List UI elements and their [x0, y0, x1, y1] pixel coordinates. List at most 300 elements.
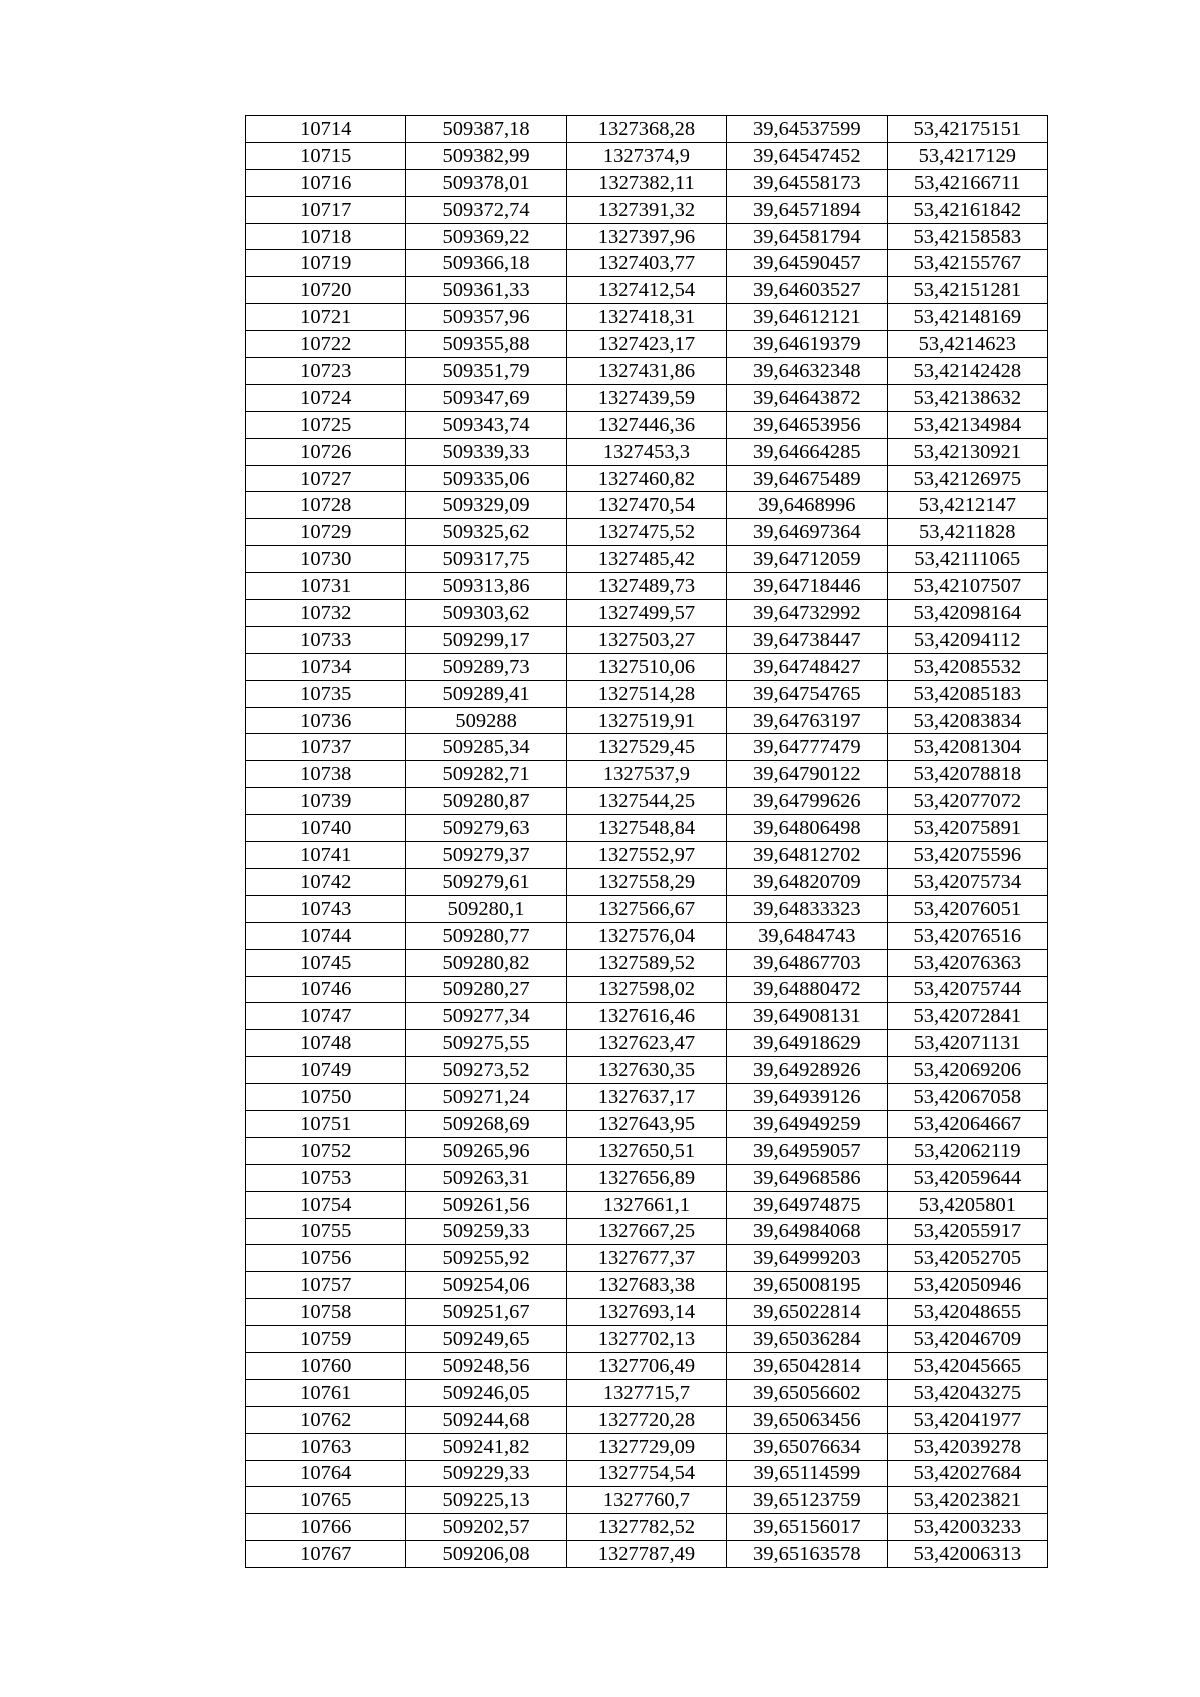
latitude-cell: 53,42071131: [887, 1030, 1047, 1057]
latitude-cell: 53,42081304: [887, 734, 1047, 761]
table-row: [246, 1137, 1048, 1164]
x-coordinate-cell: 509244,68: [406, 1406, 566, 1433]
point-number-cell: 10757: [246, 1272, 406, 1299]
latitude-cell: 53,42062119: [887, 1137, 1047, 1164]
latitude-cell: 53,42075891: [887, 815, 1047, 842]
latitude-cell: 53,42041977: [887, 1406, 1047, 1433]
table-row: [246, 358, 1048, 385]
x-coordinate-cell: 509387,18: [406, 116, 566, 143]
x-coordinate-cell: 509268,69: [406, 1110, 566, 1137]
x-coordinate-cell: 509282,71: [406, 761, 566, 788]
table-row: [246, 1406, 1048, 1433]
latitude-cell: 53,42175151: [887, 116, 1047, 143]
y-coordinate-cell: 1327499,57: [566, 600, 726, 627]
y-coordinate-cell: 1327643,95: [566, 1110, 726, 1137]
latitude-cell: 53,42111065: [887, 546, 1047, 573]
y-coordinate-cell: 1327544,25: [566, 788, 726, 815]
longitude-cell: 39,64718446: [727, 573, 887, 600]
longitude-cell: 39,64558173: [727, 169, 887, 196]
longitude-cell: 39,64880472: [727, 976, 887, 1003]
x-coordinate-cell: 509372,74: [406, 196, 566, 223]
y-coordinate-cell: 1327693,14: [566, 1299, 726, 1326]
point-number-cell: 10722: [246, 331, 406, 358]
x-coordinate-cell: 509241,82: [406, 1433, 566, 1460]
longitude-cell: 39,64928926: [727, 1057, 887, 1084]
y-coordinate-cell: 1327782,52: [566, 1514, 726, 1541]
latitude-cell: 53,42130921: [887, 438, 1047, 465]
longitude-cell: 39,64908131: [727, 1003, 887, 1030]
longitude-cell: 39,64590457: [727, 250, 887, 277]
latitude-cell: 53,4205801: [887, 1191, 1047, 1218]
x-coordinate-cell: 509313,86: [406, 573, 566, 600]
x-coordinate-cell: 509225,13: [406, 1487, 566, 1514]
latitude-cell: 53,42059644: [887, 1164, 1047, 1191]
point-number-cell: 10759: [246, 1326, 406, 1353]
point-number-cell: 10746: [246, 976, 406, 1003]
longitude-cell: 39,6484743: [727, 922, 887, 949]
point-number-cell: 10726: [246, 438, 406, 465]
latitude-cell: 53,42043275: [887, 1379, 1047, 1406]
x-coordinate-cell: 509259,33: [406, 1218, 566, 1245]
latitude-cell: 53,42064667: [887, 1110, 1047, 1137]
table-row: [246, 626, 1048, 653]
latitude-cell: 53,42050946: [887, 1272, 1047, 1299]
point-number-cell: 10729: [246, 519, 406, 546]
x-coordinate-cell: 509317,75: [406, 546, 566, 573]
x-coordinate-cell: 509279,63: [406, 815, 566, 842]
longitude-cell: 39,64974875: [727, 1191, 887, 1218]
longitude-cell: 39,65063456: [727, 1406, 887, 1433]
x-coordinate-cell: 509279,37: [406, 842, 566, 869]
y-coordinate-cell: 1327403,77: [566, 250, 726, 277]
y-coordinate-cell: 1327485,42: [566, 546, 726, 573]
x-coordinate-cell: 509285,34: [406, 734, 566, 761]
latitude-cell: 53,42094112: [887, 626, 1047, 653]
longitude-cell: 39,64754765: [727, 680, 887, 707]
x-coordinate-cell: 509251,67: [406, 1299, 566, 1326]
y-coordinate-cell: 1327677,37: [566, 1245, 726, 1272]
latitude-cell: 53,4214623: [887, 331, 1047, 358]
point-number-cell: 10764: [246, 1460, 406, 1487]
y-coordinate-cell: 1327514,28: [566, 680, 726, 707]
table-row: [246, 1003, 1048, 1030]
point-number-cell: 10767: [246, 1541, 406, 1568]
y-coordinate-cell: 1327510,06: [566, 653, 726, 680]
longitude-cell: 39,65056602: [727, 1379, 887, 1406]
y-coordinate-cell: 1327760,7: [566, 1487, 726, 1514]
point-number-cell: 10752: [246, 1137, 406, 1164]
coordinates-table-body: [246, 116, 1048, 1568]
table-row: [246, 653, 1048, 680]
latitude-cell: 53,42072841: [887, 1003, 1047, 1030]
longitude-cell: 39,64968586: [727, 1164, 887, 1191]
y-coordinate-cell: 1327715,7: [566, 1379, 726, 1406]
point-number-cell: 10766: [246, 1514, 406, 1541]
table-row: [246, 1379, 1048, 1406]
point-number-cell: 10718: [246, 223, 406, 250]
latitude-cell: 53,42126975: [887, 465, 1047, 492]
point-number-cell: 10749: [246, 1057, 406, 1084]
table-row: [246, 1164, 1048, 1191]
x-coordinate-cell: 509355,88: [406, 331, 566, 358]
latitude-cell: 53,42075744: [887, 976, 1047, 1003]
longitude-cell: 39,64959057: [727, 1137, 887, 1164]
x-coordinate-cell: 509329,09: [406, 492, 566, 519]
y-coordinate-cell: 1327374,9: [566, 142, 726, 169]
longitude-cell: 39,65163578: [727, 1541, 887, 1568]
longitude-cell: 39,64777479: [727, 734, 887, 761]
table-row: [246, 761, 1048, 788]
table-row: [246, 1191, 1048, 1218]
table-row: [246, 680, 1048, 707]
longitude-cell: 39,65076634: [727, 1433, 887, 1460]
y-coordinate-cell: 1327423,17: [566, 331, 726, 358]
x-coordinate-cell: 509275,55: [406, 1030, 566, 1057]
longitude-cell: 39,64820709: [727, 868, 887, 895]
latitude-cell: 53,42075734: [887, 868, 1047, 895]
x-coordinate-cell: 509280,82: [406, 949, 566, 976]
table-row: [246, 1057, 1048, 1084]
longitude-cell: 39,64537599: [727, 116, 887, 143]
longitude-cell: 39,65156017: [727, 1514, 887, 1541]
y-coordinate-cell: 1327475,52: [566, 519, 726, 546]
table-row: [246, 438, 1048, 465]
x-coordinate-cell: 509206,08: [406, 1541, 566, 1568]
latitude-cell: 53,42107507: [887, 573, 1047, 600]
table-row: [246, 1218, 1048, 1245]
table-row: [246, 707, 1048, 734]
table-row: [246, 1326, 1048, 1353]
point-number-cell: 10742: [246, 868, 406, 895]
table-row: [246, 815, 1048, 842]
latitude-cell: 53,42076516: [887, 922, 1047, 949]
table-row: [246, 384, 1048, 411]
table-row: [246, 116, 1048, 143]
table-row: [246, 868, 1048, 895]
longitude-cell: 39,64697364: [727, 519, 887, 546]
point-number-cell: 10765: [246, 1487, 406, 1514]
y-coordinate-cell: 1327453,3: [566, 438, 726, 465]
table-row: [246, 1352, 1048, 1379]
x-coordinate-cell: 509280,27: [406, 976, 566, 1003]
point-number-cell: 10758: [246, 1299, 406, 1326]
y-coordinate-cell: 1327558,29: [566, 868, 726, 895]
latitude-cell: 53,42076051: [887, 895, 1047, 922]
point-number-cell: 10732: [246, 600, 406, 627]
y-coordinate-cell: 1327754,54: [566, 1460, 726, 1487]
latitude-cell: 53,42006313: [887, 1541, 1047, 1568]
y-coordinate-cell: 1327616,46: [566, 1003, 726, 1030]
y-coordinate-cell: 1327537,9: [566, 761, 726, 788]
y-coordinate-cell: 1327503,27: [566, 626, 726, 653]
latitude-cell: 53,42085183: [887, 680, 1047, 707]
y-coordinate-cell: 1327439,59: [566, 384, 726, 411]
latitude-cell: 53,42078818: [887, 761, 1047, 788]
longitude-cell: 39,64619379: [727, 331, 887, 358]
y-coordinate-cell: 1327431,86: [566, 358, 726, 385]
latitude-cell: 53,42134984: [887, 411, 1047, 438]
x-coordinate-cell: 509249,65: [406, 1326, 566, 1353]
latitude-cell: 53,42039278: [887, 1433, 1047, 1460]
latitude-cell: 53,42076363: [887, 949, 1047, 976]
table-row: [246, 1460, 1048, 1487]
y-coordinate-cell: 1327576,04: [566, 922, 726, 949]
table-row: [246, 277, 1048, 304]
latitude-cell: 53,42048655: [887, 1299, 1047, 1326]
x-coordinate-cell: 509369,22: [406, 223, 566, 250]
point-number-cell: 10714: [246, 116, 406, 143]
y-coordinate-cell: 1327589,52: [566, 949, 726, 976]
longitude-cell: 39,64732992: [727, 600, 887, 627]
latitude-cell: 53,42083834: [887, 707, 1047, 734]
longitude-cell: 39,64812702: [727, 842, 887, 869]
y-coordinate-cell: 1327667,25: [566, 1218, 726, 1245]
longitude-cell: 39,64748427: [727, 653, 887, 680]
y-coordinate-cell: 1327683,38: [566, 1272, 726, 1299]
y-coordinate-cell: 1327637,17: [566, 1084, 726, 1111]
latitude-cell: 53,42023821: [887, 1487, 1047, 1514]
point-number-cell: 10753: [246, 1164, 406, 1191]
latitude-cell: 53,42075596: [887, 842, 1047, 869]
latitude-cell: 53,42151281: [887, 277, 1047, 304]
table-row: [246, 1299, 1048, 1326]
x-coordinate-cell: 509265,96: [406, 1137, 566, 1164]
point-number-cell: 10715: [246, 142, 406, 169]
y-coordinate-cell: 1327446,36: [566, 411, 726, 438]
point-number-cell: 10731: [246, 573, 406, 600]
point-number-cell: 10721: [246, 304, 406, 331]
latitude-cell: 53,42098164: [887, 600, 1047, 627]
coordinates-table: [245, 115, 1048, 1568]
longitude-cell: 39,64799626: [727, 788, 887, 815]
table-row: [246, 922, 1048, 949]
latitude-cell: 53,42069206: [887, 1057, 1047, 1084]
x-coordinate-cell: 509248,56: [406, 1352, 566, 1379]
point-number-cell: 10748: [246, 1030, 406, 1057]
table-row: [246, 196, 1048, 223]
point-number-cell: 10743: [246, 895, 406, 922]
x-coordinate-cell: 509289,73: [406, 653, 566, 680]
x-coordinate-cell: 509335,06: [406, 465, 566, 492]
x-coordinate-cell: 509277,34: [406, 1003, 566, 1030]
longitude-cell: 39,64763197: [727, 707, 887, 734]
y-coordinate-cell: 1327661,1: [566, 1191, 726, 1218]
longitude-cell: 39,64712059: [727, 546, 887, 573]
y-coordinate-cell: 1327397,96: [566, 223, 726, 250]
table-row: [246, 949, 1048, 976]
table-row: [246, 895, 1048, 922]
latitude-cell: 53,42003233: [887, 1514, 1047, 1541]
x-coordinate-cell: 509357,96: [406, 304, 566, 331]
latitude-cell: 53,42138632: [887, 384, 1047, 411]
y-coordinate-cell: 1327368,28: [566, 116, 726, 143]
longitude-cell: 39,64643872: [727, 384, 887, 411]
x-coordinate-cell: 509339,33: [406, 438, 566, 465]
longitude-cell: 39,65123759: [727, 1487, 887, 1514]
table-row: [246, 546, 1048, 573]
point-number-cell: 10720: [246, 277, 406, 304]
latitude-cell: 53,42142428: [887, 358, 1047, 385]
latitude-cell: 53,42148169: [887, 304, 1047, 331]
x-coordinate-cell: 509229,33: [406, 1460, 566, 1487]
table-row: [246, 734, 1048, 761]
longitude-cell: 39,64653956: [727, 411, 887, 438]
latitude-cell: 53,42052705: [887, 1245, 1047, 1272]
longitude-cell: 39,65022814: [727, 1299, 887, 1326]
longitude-cell: 39,64806498: [727, 815, 887, 842]
point-number-cell: 10740: [246, 815, 406, 842]
longitude-cell: 39,64664285: [727, 438, 887, 465]
point-number-cell: 10754: [246, 1191, 406, 1218]
table-row: [246, 1487, 1048, 1514]
longitude-cell: 39,64984068: [727, 1218, 887, 1245]
y-coordinate-cell: 1327729,09: [566, 1433, 726, 1460]
point-number-cell: 10723: [246, 358, 406, 385]
table-row: [246, 250, 1048, 277]
table-row: [246, 1084, 1048, 1111]
latitude-cell: 53,4212147: [887, 492, 1047, 519]
longitude-cell: 39,64999203: [727, 1245, 887, 1272]
table-row: [246, 788, 1048, 815]
table-row: [246, 1110, 1048, 1137]
x-coordinate-cell: 509289,41: [406, 680, 566, 707]
x-coordinate-cell: 509255,92: [406, 1245, 566, 1272]
point-number-cell: 10762: [246, 1406, 406, 1433]
x-coordinate-cell: 509325,62: [406, 519, 566, 546]
longitude-cell: 39,65008195: [727, 1272, 887, 1299]
table-row: [246, 1541, 1048, 1568]
point-number-cell: 10744: [246, 922, 406, 949]
table-row: [246, 304, 1048, 331]
point-number-cell: 10719: [246, 250, 406, 277]
y-coordinate-cell: 1327548,84: [566, 815, 726, 842]
point-number-cell: 10763: [246, 1433, 406, 1460]
longitude-cell: 39,65114599: [727, 1460, 887, 1487]
point-number-cell: 10735: [246, 680, 406, 707]
point-number-cell: 10750: [246, 1084, 406, 1111]
point-number-cell: 10739: [246, 788, 406, 815]
x-coordinate-cell: 509246,05: [406, 1379, 566, 1406]
table-row: [246, 573, 1048, 600]
table-row: [246, 331, 1048, 358]
x-coordinate-cell: 509263,31: [406, 1164, 566, 1191]
table-row: [246, 169, 1048, 196]
table-row: [246, 1272, 1048, 1299]
y-coordinate-cell: 1327656,89: [566, 1164, 726, 1191]
point-number-cell: 10738: [246, 761, 406, 788]
point-number-cell: 10725: [246, 411, 406, 438]
y-coordinate-cell: 1327412,54: [566, 277, 726, 304]
latitude-cell: 53,42155767: [887, 250, 1047, 277]
point-number-cell: 10751: [246, 1110, 406, 1137]
longitude-cell: 39,64571894: [727, 196, 887, 223]
latitude-cell: 53,42158583: [887, 223, 1047, 250]
table-row: [246, 842, 1048, 869]
y-coordinate-cell: 1327706,49: [566, 1352, 726, 1379]
point-number-cell: 10755: [246, 1218, 406, 1245]
latitude-cell: 53,42045665: [887, 1352, 1047, 1379]
latitude-cell: 53,4217129: [887, 142, 1047, 169]
point-number-cell: 10741: [246, 842, 406, 869]
x-coordinate-cell: 509279,61: [406, 868, 566, 895]
latitude-cell: 53,42161842: [887, 196, 1047, 223]
point-number-cell: 10717: [246, 196, 406, 223]
x-coordinate-cell: 509351,79: [406, 358, 566, 385]
point-number-cell: 10747: [246, 1003, 406, 1030]
longitude-cell: 39,64738447: [727, 626, 887, 653]
latitude-cell: 53,42027684: [887, 1460, 1047, 1487]
longitude-cell: 39,64790122: [727, 761, 887, 788]
table-row: [246, 142, 1048, 169]
y-coordinate-cell: 1327529,45: [566, 734, 726, 761]
latitude-cell: 53,42166711: [887, 169, 1047, 196]
point-number-cell: 10745: [246, 949, 406, 976]
table-row: [246, 1245, 1048, 1272]
y-coordinate-cell: 1327787,49: [566, 1541, 726, 1568]
table-row: [246, 1433, 1048, 1460]
latitude-cell: 53,42077072: [887, 788, 1047, 815]
table-row: [246, 1514, 1048, 1541]
point-number-cell: 10730: [246, 546, 406, 573]
point-number-cell: 10733: [246, 626, 406, 653]
latitude-cell: 53,42067058: [887, 1084, 1047, 1111]
y-coordinate-cell: 1327630,35: [566, 1057, 726, 1084]
y-coordinate-cell: 1327489,73: [566, 573, 726, 600]
x-coordinate-cell: 509361,33: [406, 277, 566, 304]
table-row: [246, 600, 1048, 627]
x-coordinate-cell: 509299,17: [406, 626, 566, 653]
x-coordinate-cell: 509347,69: [406, 384, 566, 411]
point-number-cell: 10761: [246, 1379, 406, 1406]
longitude-cell: 39,64918629: [727, 1030, 887, 1057]
table-row: [246, 1030, 1048, 1057]
x-coordinate-cell: 509273,52: [406, 1057, 566, 1084]
y-coordinate-cell: 1327552,97: [566, 842, 726, 869]
x-coordinate-cell: 509280,87: [406, 788, 566, 815]
table-row: [246, 465, 1048, 492]
longitude-cell: 39,65036284: [727, 1326, 887, 1353]
point-number-cell: 10736: [246, 707, 406, 734]
latitude-cell: 53,42085532: [887, 653, 1047, 680]
y-coordinate-cell: 1327566,67: [566, 895, 726, 922]
x-coordinate-cell: 509378,01: [406, 169, 566, 196]
x-coordinate-cell: 509254,06: [406, 1272, 566, 1299]
y-coordinate-cell: 1327702,13: [566, 1326, 726, 1353]
point-number-cell: 10727: [246, 465, 406, 492]
y-coordinate-cell: 1327720,28: [566, 1406, 726, 1433]
longitude-cell: 39,64939126: [727, 1084, 887, 1111]
x-coordinate-cell: 509343,74: [406, 411, 566, 438]
x-coordinate-cell: 509202,57: [406, 1514, 566, 1541]
longitude-cell: 39,64632348: [727, 358, 887, 385]
longitude-cell: 39,65042814: [727, 1352, 887, 1379]
y-coordinate-cell: 1327623,47: [566, 1030, 726, 1057]
x-coordinate-cell: 509288: [406, 707, 566, 734]
point-number-cell: 10737: [246, 734, 406, 761]
y-coordinate-cell: 1327598,02: [566, 976, 726, 1003]
longitude-cell: 39,64833323: [727, 895, 887, 922]
point-number-cell: 10724: [246, 384, 406, 411]
point-number-cell: 10734: [246, 653, 406, 680]
latitude-cell: 53,4211828: [887, 519, 1047, 546]
y-coordinate-cell: 1327391,32: [566, 196, 726, 223]
x-coordinate-cell: 509261,56: [406, 1191, 566, 1218]
latitude-cell: 53,42055917: [887, 1218, 1047, 1245]
x-coordinate-cell: 509303,62: [406, 600, 566, 627]
longitude-cell: 39,64949259: [727, 1110, 887, 1137]
longitude-cell: 39,64867703: [727, 949, 887, 976]
table-row: [246, 976, 1048, 1003]
